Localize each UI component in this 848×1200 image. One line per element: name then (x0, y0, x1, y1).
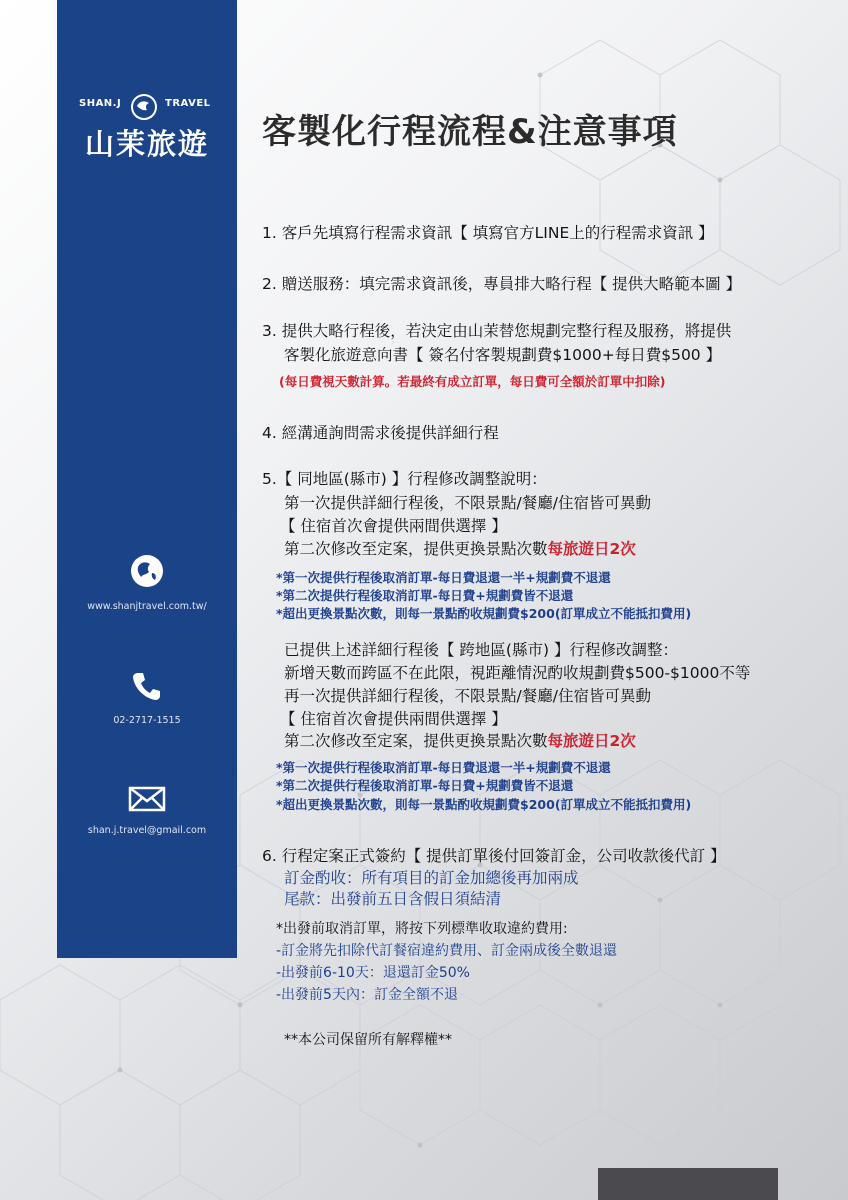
step-5-line-2: 第一次提供詳細行程後，不限景點/餐廳/住宿皆可異動 (284, 494, 651, 512)
step-4: 4. 經溝通詢問需求後提供詳細行程 (262, 424, 499, 442)
step-5b-line-1: 已提供上述詳細行程後【 跨地區(縣市) 】行程修改調整： (284, 641, 678, 659)
step-3-line-1: 3. 提供大略行程後，若決定由山茉替您規劃完整行程及服務，將提供 (262, 322, 732, 340)
step-6-line-3: 尾款：出發前五日含假日須結清 (284, 890, 502, 908)
step-5b-line-5 (284, 731, 636, 751)
step-2: 2. 贈送服務：填完需求資訊後，專員排大略行程【 提供大略範本圖 】 (262, 275, 742, 293)
step-5-line-1: 5.【 同地區(縣市) 】行程修改調整說明： (262, 470, 547, 488)
brand-name-en-left: SHAN.J (79, 98, 122, 109)
step-6-line-2: 訂金酌收：所有項目的訂金加總後再加兩成 (284, 869, 579, 887)
step-5b-line-4: 【 住宿首次會提供兩間供選擇 】 (280, 710, 507, 728)
step-5b-line-5-text: 第二次修改至定案，提供更換景點次數 (284, 732, 548, 750)
step-3-line-2: 客製化旅遊意向書【 簽名付客製規劃費$1000+每日費$500 】 (284, 346, 722, 364)
step-5-note-1: *第一次提供行程後取消訂單-每日費退還一半+規劃費不退還 (276, 570, 611, 585)
step-1: 1. 客戶先填寫行程需求資訊【 填寫官方LINE上的行程需求資訊 】 (262, 224, 714, 242)
footer-disclaimer: **本公司保留所有解釋權** (284, 1032, 452, 1048)
cancel-policy-1: -訂金將先扣除代訂餐宿違約費用、訂金兩成後全數退還 (276, 943, 618, 959)
step-5b-line-3: 再一次提供詳細行程後，不限景點/餐廳/住宿皆可異動 (284, 687, 651, 705)
brand-name-cn: 山茉旅遊 (84, 127, 209, 161)
email-text[interactable]: shan.j.travel@gmail.com (87, 825, 207, 836)
step-5b-highlight: 每旅遊日2次 (547, 732, 636, 750)
step-5-highlight: 每旅遊日2次 (547, 540, 636, 558)
step-5b-note-3: *超出更換景點次數，則每一景點酌收規劃費$200(訂單成立不能抵扣費用) (276, 797, 692, 812)
website-text[interactable]: www.shanjtravel.com.tw/ (87, 601, 207, 612)
step-5-line-4 (284, 539, 636, 559)
page-title: 客製化行程流程&注意事項 (262, 112, 678, 152)
step-6-line-1: 6. 行程定案正式簽約【 提供訂單後付回簽訂金，公司收款後代訂 】 (262, 847, 726, 865)
phone-text[interactable]: 02-2717-1515 (113, 715, 181, 726)
bottom-decor-bar (598, 1168, 778, 1200)
step-5-line-3: 【 住宿首次會提供兩間供選擇 】 (280, 517, 507, 535)
brand-name-en-right: TRAVEL (165, 98, 211, 109)
step-5-note-3: *超出更換景點次數，則每一景點酌收規劃費$200(訂單成立不能抵扣費用) (276, 606, 692, 621)
step-5-note-2: *第二次提供行程後取消訂單-每日費+規劃費皆不退還 (276, 588, 574, 603)
step-5b-note-1: *第一次提供行程後取消訂單-每日費退還一半+規劃費不退還 (276, 760, 611, 775)
step-5b-line-2: 新增天數而跨區不在此限，視距離情況酌收規劃費$500-$1000不等 (284, 664, 751, 682)
cancel-policy-2: -出發前6-10天：退還訂金50% (276, 965, 470, 981)
step-5b-note-2: *第二次提供行程後取消訂單-每日費+規劃費皆不退還 (276, 778, 574, 793)
step-3-note: (每日費視天數計算。若最終有成立訂單，每日費可全額於訂單中扣除) (279, 374, 666, 389)
cancel-policy-heading: *出發前取消訂單，將按下列標準收取違約費用: (276, 921, 568, 937)
cancel-policy-3: -出發前5天內：訂金全額不退 (276, 987, 458, 1003)
step-5-line-4-text: 第二次修改至定案，提供更換景點次數 (284, 540, 548, 558)
